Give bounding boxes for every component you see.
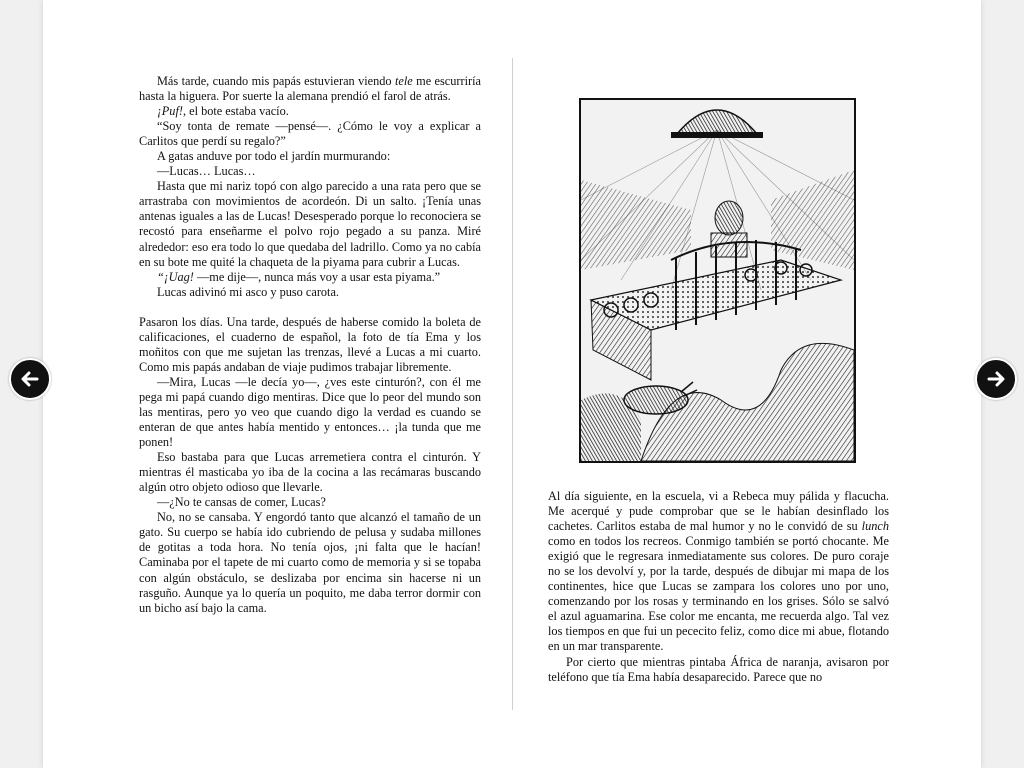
bed-creature-illustration bbox=[579, 98, 856, 463]
next-page-button[interactable] bbox=[975, 358, 1017, 400]
paragraph: Al día siguiente, en la escuela, vi a Rebeca muy pálida y flacucha. Me acerqué y pude comprobar que se le habían desinflado los cachetes. Carlitos estaba de mal humor y no le convidó de su lunch como en todos los recreos. Conmigo también se portó chocante. Me exigió que le regresara inmediatamente sus colores. De puro coraje no se los devolví y, por la tarde, después de dibujar mi mapa de los continentes, hice que Lucas se zampara los colores uno por uno, comenzando por los rosas y terminando en los grises. Sólo se salvó el azul aguamarina. Ese color me encanta, me recuerda algo. Tal vez los tiempos en que fui un pececito feliz, como dice mi abue, flotando en un mar transparente. bbox=[548, 489, 889, 654]
paragraph: “Soy tonta de remate —pensé—. ¿Cómo le voy a explicar a Carlitos que perdí su regalo?” bbox=[139, 119, 481, 149]
illustration-drawing bbox=[581, 100, 854, 461]
paragraph: Eso bastaba para que Lucas arremetiera contra el cinturón. Y mientras él masticaba yo iba de la cocina a las recámaras buscando algún otro objeto odioso que llevarle. bbox=[139, 450, 481, 495]
arrow-left-icon bbox=[19, 368, 41, 390]
previous-page-button[interactable] bbox=[9, 358, 51, 400]
paragraph: Pasaron los días. Una tarde, después de haberse comido la boleta de calificaciones, el cuaderno de español, la foto de tía Ema y los moñitos con que me sujetan las trenzas, llevé a Lucas a mi cuarto. Como mis papás andaban de viaje pudimos trabajar libremente. bbox=[139, 314, 481, 374]
paragraph: Lucas adivinó mi asco y puso carota. bbox=[157, 284, 340, 299]
paragraph: Más tarde, cuando mis papás estuvieran viendo tele me escurriría hasta la higuera. Por suerte la alemana prendió el farol de atrás. bbox=[139, 74, 481, 104]
left-page-text bbox=[139, 74, 481, 616]
page-gutter bbox=[512, 58, 513, 710]
paragraph: Hasta que mi nariz topó con algo parecido a una rata pero que se arrastraba con movimientos de acordeón. Di un salto. ¡Tenía unas antenas iguales a las de Lucas! Desesperado porque lo reconociera se recostó para enseñarme el polvo rojo pegado a su panza. Miré alrededor: eso era todo lo que quedaba del ladrillo. Como ya no cabía en su bote me quité la chaqueta de la piyama para cubrir a Lucas. bbox=[139, 179, 481, 269]
paragraph: —Mira, Lucas —le decía yo—, ¿ves este cinturón?, con él me pega mi papá cuando digo mentiras. Dice que lo peor del mundo son las mentiras, pero yo veo que cuando digo la verdad es cuando se enteran de que antes había mentido y entonces… ¡la tunda que me ponen! bbox=[139, 374, 481, 450]
paragraph: No, no se cansaba. Y engordó tanto que alcanzó el tamaño de un gato. Su cuerpo se había ido cubriendo de pelusa y sudaba millones de gotitas a toda hora. No tenía ojos, ¡ni falta que le hacían! Caminaba por el tapete de mi cuarto como de memoria y si se topaba con algún obstáculo, se deslizaba por encima sin hacerse ni un rasguño. Aunque ya lo quería un poquito, me daba terror dormir con un bicho así bajo la cama. bbox=[139, 510, 481, 615]
right-page-text bbox=[548, 489, 889, 685]
paragraph: ¡Puf!, el bote estaba vacío. bbox=[157, 104, 289, 119]
paragraph: —Lucas… Lucas… bbox=[157, 164, 256, 179]
paragraph: —¿No te cansas de comer, Lucas? bbox=[157, 495, 326, 510]
arrow-right-icon bbox=[985, 368, 1007, 390]
section-break bbox=[139, 300, 481, 315]
paragraph: A gatas anduve por todo el jardín murmurando: bbox=[157, 149, 391, 164]
paragraph: Por cierto que mientras pintaba África de naranja, avisaron por teléfono que tía Ema había desaparecido. Parece que no bbox=[548, 654, 889, 684]
paragraph: “¡Uag! —me dije—, nunca más voy a usar esta piyama.” bbox=[157, 269, 441, 284]
